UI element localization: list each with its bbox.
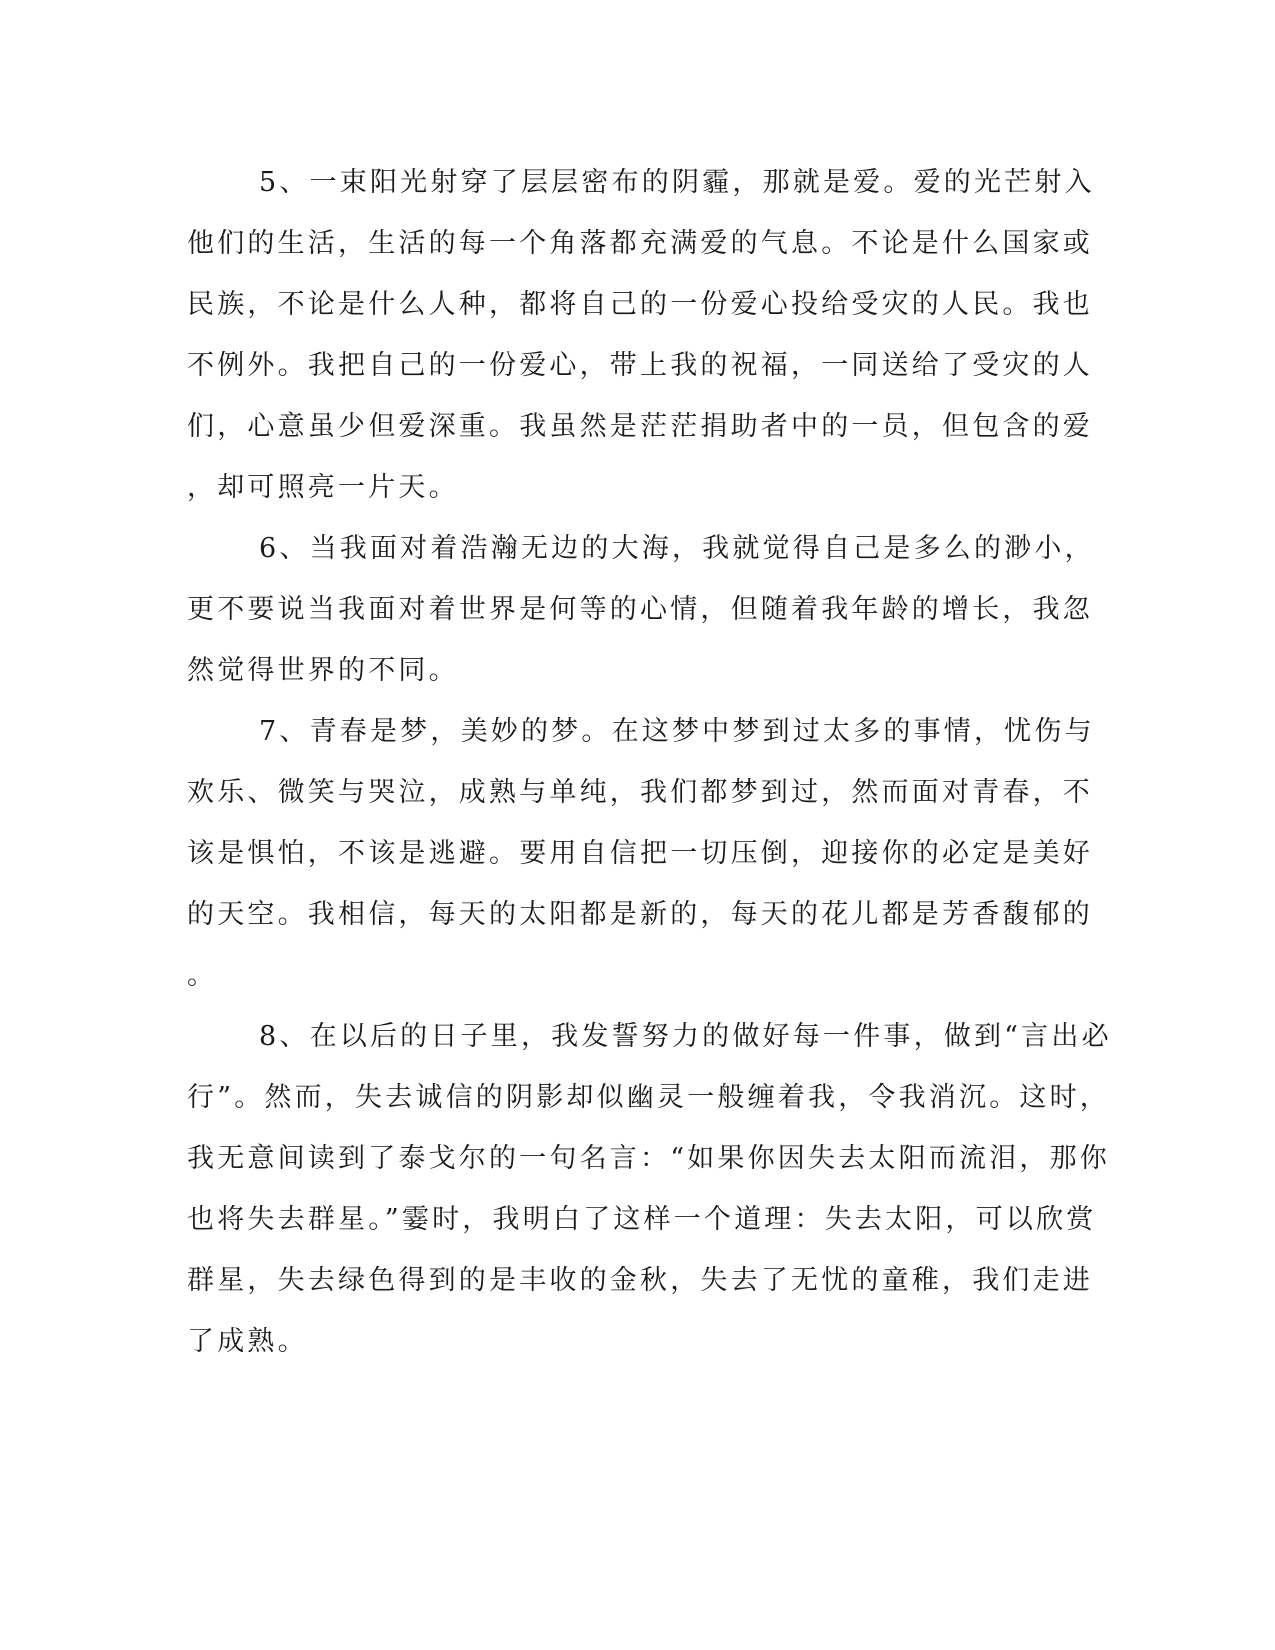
paragraph-6: [187, 518, 1095, 701]
text-line: 们，心意虽少但爱深重。我虽然是茫茫捐助者中的一员，但包含的爱: [187, 411, 1093, 442]
text-line: 欢乐、微笑与哭泣，成熟与单纯，我们都梦到过，然而面对青春，不: [187, 777, 1093, 808]
text-line: 不例外。我把自己的一份爱心，带上我的祝福，一同送给了受灾的人: [187, 350, 1093, 381]
text-line: 5、一束阳光射穿了层层密布的阴霾，那就是爱。爱的光芒射入: [259, 167, 1095, 198]
paragraph-5: [187, 152, 1095, 518]
paragraph-7: [187, 701, 1095, 1006]
text-line: 6、当我面对着浩瀚无边的大海，我就觉得自己是多么的渺小，: [259, 533, 1095, 564]
text-line: 他们的生活，生活的每一个角落都充满爱的气息。不论是什么国家或: [187, 228, 1093, 259]
text-line: 行”。然而，失去诚信的阴影却似幽灵一般缠着我，令我消沉。这时，: [187, 1082, 1111, 1113]
document-body: [187, 152, 1112, 1372]
text-line: 。: [187, 960, 218, 991]
text-line: 然觉得世界的不同。: [187, 655, 459, 686]
text-line: 7、青春是梦，美妙的梦。在这梦中梦到过太多的事情，忧伤与: [259, 716, 1095, 747]
text-line: 了成熟。: [187, 1326, 308, 1357]
text-line: 8、在以后的日子里，我发誓努力的做好每一件事，做到“言出必: [259, 1021, 1112, 1052]
paragraph-8: [187, 1006, 1112, 1372]
text-line: 该是惧怕，不该是逃避。要用自信把一切压倒，迎接你的必定是美好: [187, 838, 1093, 869]
text-line: 群星，失去绿色得到的是丰收的金秋，失去了无忧的童稚，我们走进: [187, 1265, 1093, 1296]
text-line: 也将失去群星。”霎时，我明白了这样一个道理：失去太阳，可以欣赏: [187, 1204, 1097, 1235]
text-line: 我无意间读到了泰戈尔的一句名言：“如果你因失去太阳而流泪，那你: [187, 1143, 1111, 1174]
text-line: 的天空。我相信，每天的太阳都是新的，每天的花儿都是芳香馥郁的: [187, 899, 1093, 930]
text-line: 更不要说当我面对着世界是何等的心情，但随着我年龄的增长，我忽: [187, 594, 1093, 625]
text-line: 民族，不论是什么人种，都将自己的一份爱心投给受灾的人民。我也: [187, 289, 1093, 320]
text-line: ，却可照亮一片天。: [187, 472, 459, 503]
